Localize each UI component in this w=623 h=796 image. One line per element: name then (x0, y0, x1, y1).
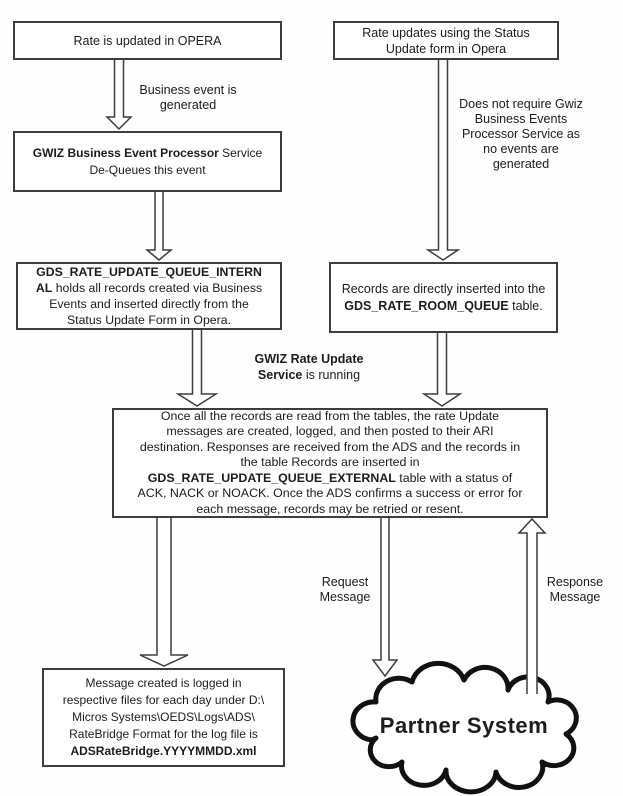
partner-system-label: Partner System (379, 713, 549, 738)
internal-to-process-arrow (178, 330, 216, 406)
box-gwiz-business-event-processor (13, 131, 282, 192)
box-status-update-form-text: Rate updates using the Status Update form in Opera (362, 25, 530, 56)
dequeue-arrow (147, 192, 171, 260)
box-rate-updated-opera-text: Rate is updated in OPERA (73, 33, 222, 48)
box-rate-update-process (112, 408, 548, 518)
box-log-file (42, 668, 285, 767)
process-to-log-arrow (140, 518, 188, 666)
box-gds-rate-update-queue-internal-text: GDS_RATE_UPDATE_QUEUE_INTERN AL holds all records created via Business Events and inserted directly from the Status Update Form in Opera. (35, 265, 263, 327)
label-business-event-generated: Business event is generated (139, 83, 237, 112)
label-does-not-require-gwiz: Does not require Gwiz Business Events Processor Service as no events are generated (459, 97, 583, 171)
label-response-message: Response Message (546, 575, 604, 604)
box-gds-rate-update-queue-internal (16, 262, 282, 330)
box-log-file-text: Message created is logged in respective files for each day under D:\ Micros Systems\OEDS\Logs\ADS\ RateBridge Format for the log file is ADSRateBridge.YYYYMMDD.xml (62, 676, 265, 758)
label-request-message: Request Message (319, 575, 371, 604)
box-gwiz-business-event-processor-text: GWIZ Business Event Processor Service De-Queues this event (32, 145, 263, 177)
room-to-process-arrow (424, 333, 460, 406)
box-status-update-form (333, 21, 559, 60)
label-gwiz-rate-update-service: GWIZ Rate Update Service is running (254, 352, 364, 382)
box-rate-update-process-text: Once all the records are read from the tables, the rate Update messages are created, logged, and then posted to their ARI destination. Responses are received from the ADS and the records in the table Records are inserted in GDS_RATE_UPDATE_QUEUE_EXTERNAL table with a status of ACK, NACK or NOACK. Once the ADS confirms a success or error for each message, records may be retried or resent. (137, 409, 523, 516)
response-message-arrow (519, 519, 545, 694)
box-gds-rate-room-queue (329, 262, 558, 333)
box-gds-rate-room-queue-text: Records are directly inserted into the GDS_RATE_ROOM_QUEUE table. (341, 281, 546, 313)
box-rate-updated-opera (13, 21, 282, 60)
